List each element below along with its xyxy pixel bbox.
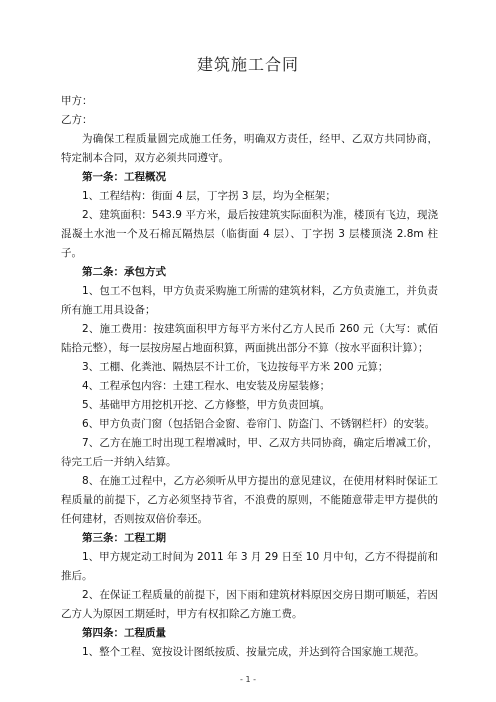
section-2-heading: 第二条：承包方式 bbox=[82, 266, 166, 278]
intro-paragraph: 为确保工程质量圆完成施工任务，明确双方责任，经甲、乙双方共同协商，特定制本合同，双方必须共同遵守。 bbox=[61, 133, 438, 164]
section-2-item: 8、在施工过程中，乙方必须听从甲方提出的意见建议，在使用材料时保证工程质量的前提下，乙方必须坚持节省，不浪费的原则，不能随意带走甲方提供的任何建材，否则按双倍价奉还。 bbox=[61, 475, 438, 525]
section-1-item: 2、建筑面积：543.9 平方米，最后按建筑实际面积为准，楼顶有飞边，现浇混凝土水池一个及石棉瓦隔热层（临街面 4 层）、丁字拐 3 层楼顶浇 2.8m 柱子。 bbox=[61, 209, 438, 259]
party-b-line: 乙方： bbox=[61, 114, 93, 126]
section-4-heading: 第四条：工程质量 bbox=[82, 627, 166, 639]
page-number: - 1 - bbox=[240, 675, 256, 684]
section-1-heading: 第一条：工程概况 bbox=[82, 171, 166, 183]
section-2-item: 2、施工费用：按建筑面积甲方每平方米付乙方人民币 260 元（大写：贰佰陆拾元整），每一层按房屋占地面积算，两面挑出部分不算（按水平面积计算）； bbox=[61, 323, 438, 354]
section-1-item: 1、工程结构：街面 4 层，丁字拐 3 层，均为全框架； bbox=[82, 190, 336, 202]
section-2-item: 4、工程承包内容：土建工程水、电安装及房屋装修； bbox=[82, 380, 331, 392]
section-3-item: 1、甲方规定动工时间为 2011 年 3 月 29 日至 10 月中旬，乙方不得提前和推后。 bbox=[61, 551, 439, 582]
section-2-item: 5、基础甲方用挖机开挖、乙方修整，甲方负责回填。 bbox=[82, 399, 331, 411]
party-a-line: 甲方： bbox=[61, 95, 93, 107]
section-2-item: 3、工棚、化粪池、隔热层不计工价，飞边按每平方米 200 元算； bbox=[82, 361, 389, 373]
document-body bbox=[61, 92, 438, 662]
section-2-item: 7、乙方在施工时出现工程增减时，甲、乙双方共同协商，确定后增减工价，待完工后一并纳入结算。 bbox=[61, 437, 438, 468]
section-3-item: 2、在保证工程质量的前提下，因下雨和建筑材料原因交房日期可顺延，若因乙方人为原因工期延时，甲方有权扣除乙方施工费。 bbox=[61, 589, 438, 620]
section-4-item: 1、整个工程、宽按设计图纸按质、按量完成，并达到符合国家施工规范。 bbox=[82, 646, 425, 658]
section-3-heading: 第三条：工程工期 bbox=[82, 532, 166, 544]
section-2-item: 1、包工不包料，甲方负责采购施工所需的建筑材料，乙方负责施工，并负责所有施工用具设备； bbox=[61, 285, 438, 316]
document-title: 建筑施工合同 bbox=[196, 55, 299, 74]
section-2-item: 6、甲方负责门窗（包括铝合金窗、卷帘门、防盗门、不锈钢栏杆）的安装。 bbox=[82, 418, 436, 430]
